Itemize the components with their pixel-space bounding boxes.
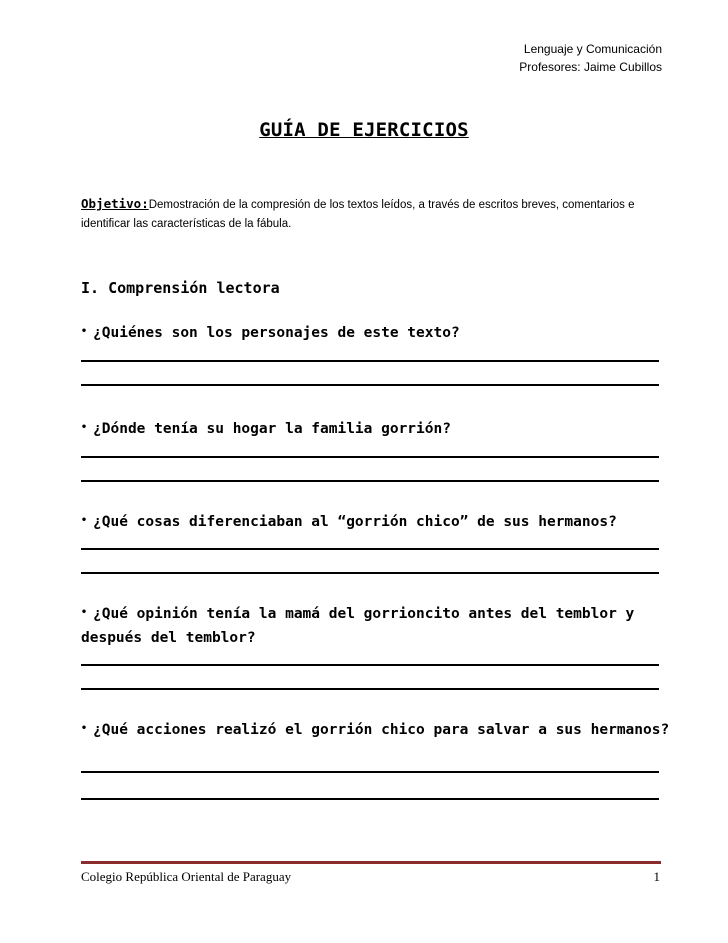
answer-line[interactable] — [81, 798, 659, 800]
answer-line[interactable] — [81, 572, 659, 574]
page-header — [519, 40, 662, 76]
footer-divider — [81, 861, 661, 864]
answer-line[interactable] — [81, 548, 659, 550]
section-title: I. Comprensión lectora — [81, 279, 280, 297]
question-1 — [81, 320, 671, 345]
answer-line[interactable] — [81, 688, 659, 690]
footer-school: Colegio República Oriental de Paraguay — [81, 869, 292, 884]
header-subject: Lenguaje y Comunicación — [523, 42, 662, 56]
bullet-icon: • — [81, 515, 88, 526]
answer-line[interactable] — [81, 360, 659, 362]
question-text: ¿Qué cosas diferenciaban al “gorrión chico” de sus hermanos? — [93, 514, 617, 530]
question-text: ¿Qué opinión tenía la mamá del gorrioncito antes del temblor y después del temblor? — [81, 606, 635, 646]
bullet-icon: • — [81, 422, 88, 433]
question-5 — [81, 717, 671, 742]
page-title: GUÍA DE EJERCICIOS — [259, 119, 469, 141]
bullet-icon: • — [81, 326, 88, 337]
page-number: 1 — [653, 869, 660, 884]
answer-line[interactable] — [81, 384, 659, 386]
bullet-icon: • — [81, 723, 88, 734]
question-text: ¿Dónde tenía su hogar la familia gorrión? — [93, 421, 451, 437]
answer-line[interactable] — [81, 456, 659, 458]
question-4 — [81, 601, 671, 650]
objective-label: Objetivo: — [81, 196, 149, 211]
header-teachers: Profesores: Jaime Cubillos — [519, 60, 662, 74]
answer-line[interactable] — [81, 664, 659, 666]
bullet-icon: • — [81, 607, 88, 618]
answer-line[interactable] — [81, 480, 659, 482]
question-text: ¿Quiénes son los personajes de este texto? — [93, 325, 460, 341]
question-text: ¿Qué acciones realizó el gorrión chico para salvar a sus hermanos? — [93, 722, 670, 738]
objective-paragraph — [81, 194, 671, 234]
question-2 — [81, 416, 671, 441]
answer-line[interactable] — [81, 771, 659, 773]
question-3 — [81, 509, 671, 534]
objective-text: Demostración de la compresión de los textos leídos, a través de escritos breves, comentarios e identificar las características de la fábula. — [81, 199, 635, 230]
